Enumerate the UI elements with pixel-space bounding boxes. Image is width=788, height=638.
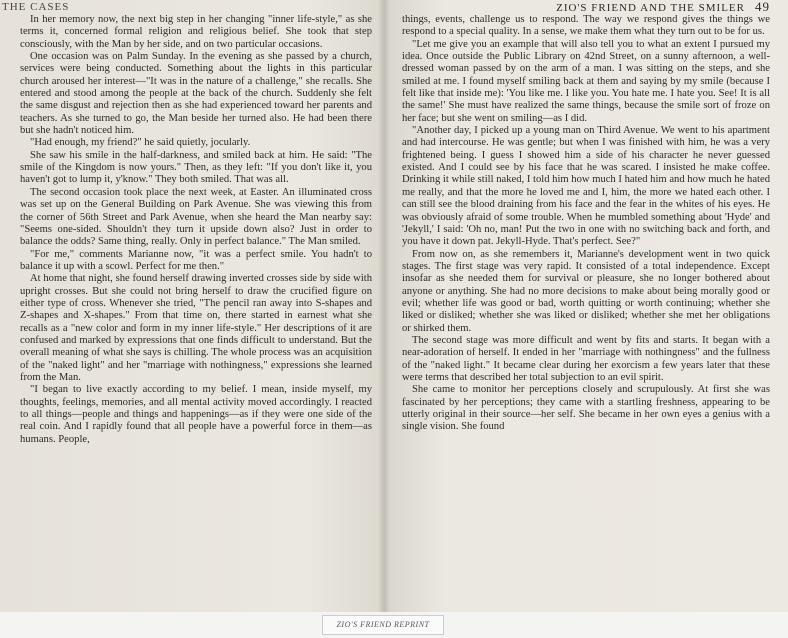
right-paragraph-6: She came to monitor her perceptions closely and scrupulously. At first she was fascinated by her perceptions; they came with a startling freshness, appearing to be utterly original in their source—her self. She became in her own eyes a genius with a single vision. She found — [402, 384, 770, 433]
left-paragraph-4: She saw his smile in the half-darkness, and smiled back at him. He said: "The smile of the Kingdom is now yours." Then, as they left: "If you don't like it, you haven't got to lump it, y'know." They both smiled. That was all. — [20, 149, 372, 186]
right-paragraph-5: The second stage was more difficult and went by fits and starts. It began with a near-adoration of herself. It ended in her "marriage with nothingness" and the fullness of the "naked light." It became clear during her exorcism a few years later that these were terms that described her total subjection to an evil spirit. — [402, 334, 770, 383]
left-running-head: THE CASES — [2, 1, 70, 13]
left-paragraph-5: The second occasion took place the next week, at Easter. An illuminated cross was set up on the General Building on Park Avenue. She was viewing this from the corner of 56th Street and Park Avenue, when she heard the Man nearby say: "Seems one-sided. Shouldn't they turn it upside down also? Just in order to balance the odds? Same thing, really. Only in perfect balance." The Man smiled. — [20, 186, 372, 248]
right-paragraph-2: "Let me give you an example that will also tell you to what an extent I pursued my idea. Once outside the Public Library on 42nd Street, on a sunny afternoon, a well-dressed woman passed by on the arm of a man. I was sitting on the steps, and she smiled at me. I found myself smiling back at them and saying by my smile (because I felt like that inside me): 'You like me. I like you. You hate me. I hate you. See! It is all the same!' She must have realized the same things, because the smile sort of froze on her face; but she went on smiling—as I did. — [402, 38, 770, 124]
left-paragraph-8: "I began to live exactly according to my belief. I mean, inside myself, my thoughts, feelings, memories, and all mental activity moved accordingly. I reacted to all things—people and things and happenings—as if they were one side of the real coin. And I rapidly found that all people have a powerful force in them—as humans. People, — [20, 384, 372, 445]
right-paragraph-4: From now on, as she remembers it, Marianne's development went in two quick stages. The first stage was very rapid. It consisted of a total independence. Except insofar as she needed them for survival or pleasure, she no longer bothered about anyone or anything. She had no more decisions to make about being morally good or evil; whether life was good or bad, worth quitting or worth continuing; whether she liked or disliked; whether she was liked or disliked; whether she met her obligations or shirked them. — [402, 248, 770, 334]
left-paragraph-3: "Had enough, my friend?" he said quietly, jocularly. — [30, 137, 251, 149]
book-gutter — [378, 0, 390, 612]
right-page — [384, 0, 788, 612]
left-paragraph-1: In her memory now, the next big step in her changing "inner life-style," as she terms it, concerned formal religion and religious belief. She took that step consciously, with the Man by her side, and on two particular occasions. — [20, 14, 372, 50]
handwritten-signature: ZIO'S FRIEND REPRINT — [322, 615, 444, 635]
right-running-head — [402, 0, 770, 14]
left-page — [0, 0, 384, 612]
page-number: 49 — [755, 0, 770, 14]
left-paragraph-6: "For me," comments Marianne now, "it was a perfect smile. You hadn't to balance it up with a scowl. Perfect for me then." — [20, 248, 372, 272]
right-running-title: ZIO'S FRIEND AND THE SMILER — [556, 2, 745, 14]
left-paragraph-2: One occasion was on Palm Sunday. In the evening as she passed by a church, services were being conducted. Something about the lights in this particular church aroused her interest—"It was in the nature of a challenge," she recalls. She entered and stood among the people at the back of the church. Suddenly she felt the same disgust and rejection then as she had experienced toward her parents and teachers. As she turned to go, the Man beside her turned also. He had been there but she hadn't noticed him. — [20, 51, 372, 137]
right-paragraph-3: "Another day, I picked up a young man on Third Avenue. We went to his apartment and had intercourse. He was gentle; but when I was finished with him, he was a very frightened being. I guess I showed him a side of his character he never guessed existed. And I could see by his face that he was scared. I insisted he make coffee. Drinking it while still naked, I told him how much I hated him and how much he hated me really, and that the more he loved me and I, him, the more we hated each other. I can still see the blood draining from his face and the fear in the whites of his eyes. He was obviously afraid of some trouble. When he mumbled something about 'Hyde' and 'Jekyll,' I said: 'Oh no, man! Put the two in one with no switching back and forth, and you have it down pat. Jekyll-Hyde. That's perfect. See?" — [402, 125, 770, 248]
left-paragraph-7: At home that night, she found herself drawing inverted crosses side by side with upright crosses. But she could not bring herself to draw the crucified figure on either type of cross. Whenever she tried, "The pencil ran away into S-shapes and Z-shapes and X-shapes." From that time on, there started in earnest what she recalls as a "new color and form in my inner life-style." Her descriptions of it are confused and marked by expressions that one finds difficult to understand. But the overall meaning of what she says is chilling. The whole process was an acquisition of the "naked light" and her "marriage with nothingness," expressions she learned from the Man. — [20, 273, 372, 383]
right-paragraph-1: things, events, challenge us to respond. The way we respond gives the things we respond to a special quality. In a sense, we make them what they turn out to be for us. — [402, 14, 770, 38]
